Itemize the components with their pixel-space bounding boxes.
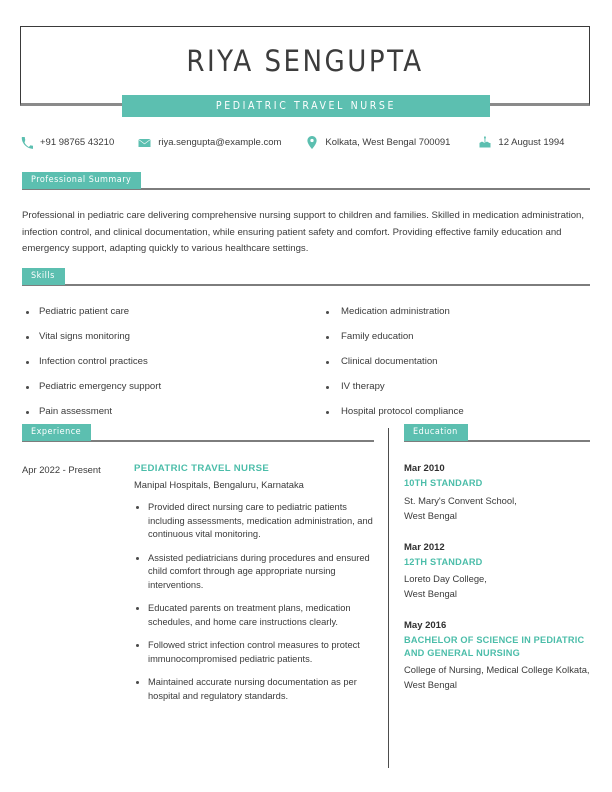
list-item: Pediatric emergency support (22, 381, 306, 393)
job-tagline-bar (122, 95, 490, 117)
list-item: Educated parents on treatment plans, medication schedules, and home care instructions clearly. (134, 602, 374, 629)
experience-entry (22, 462, 374, 713)
page-title: RIYA SENGUPTA (186, 44, 424, 78)
list-item: Assisted pediatricians during procedures and ensured child comfort through age appropriate nursing interventions. (134, 552, 374, 593)
education-school: Loreto Day College, (404, 573, 487, 584)
section-skills (22, 268, 590, 431)
contact-location-value: Kolkata, West Bengal 700091 (325, 137, 451, 148)
contact-row (20, 136, 592, 149)
list-item: Maintained accurate nursing documentation as per hospital and regulatory standards. (134, 676, 374, 703)
education-region: West Bengal (404, 679, 457, 690)
skills-list-left (22, 306, 306, 418)
education-entry (404, 462, 590, 523)
education-degree: 12TH STANDARD (404, 556, 483, 567)
list-item: Hospital protocol compliance (322, 406, 590, 418)
location-pin-icon (305, 136, 318, 149)
section-header-experience (22, 424, 374, 442)
job-tagline-text: PEDIATRIC TRAVEL NURSE (215, 100, 397, 112)
section-education (404, 424, 590, 692)
list-item: Pain assessment (22, 406, 306, 418)
education-school: College of Nursing, Medical College Kolkata, (404, 664, 590, 675)
list-item: IV therapy (322, 381, 590, 393)
section-experience (22, 424, 374, 713)
list-item: Followed strict infection control measures to protect immunocompromised pediatric patients. (134, 639, 374, 666)
skills-columns (22, 306, 590, 431)
contact-phone-value: +91 98765 43210 (40, 137, 115, 148)
education-region: West Bengal (404, 588, 457, 599)
phone-icon (20, 136, 33, 149)
list-item: Infection control practices (22, 356, 306, 368)
skills-list-right (322, 306, 590, 418)
section-header-skills (22, 268, 590, 286)
list-item: Family education (322, 331, 590, 343)
professional-summary-text: Professional in pediatric care delivering comprehensive nursing support to children and families. Skilled in medication administration, infection control, and clinical documentation, while ensuring patient safety and comfort. Providing effective family education and emergency support, adapting quickly to various healthcare settings. (22, 210, 585, 254)
list-item: Clinical documentation (322, 356, 590, 368)
envelope-icon (138, 136, 151, 149)
experience-bullet-list (134, 501, 374, 703)
section-title-experience: Experience (22, 424, 91, 441)
section-title-education: Education (404, 424, 468, 441)
section-professional-summary (22, 172, 590, 258)
education-degree: BACHELOR OF SCIENCE IN PEDIATRIC AND GENERAL NURSING (404, 635, 585, 658)
education-date: Mar 2010 (404, 463, 445, 474)
contact-email-value: riya.sengupta@example.com (158, 137, 282, 148)
skills-column-left (22, 306, 306, 431)
section-header-professional-summary (22, 172, 590, 190)
contact-birthdate-value: 12 August 1994 (498, 137, 565, 148)
experience-dates: Apr 2022 - Present (22, 464, 101, 475)
education-entry (404, 619, 590, 692)
skills-column-right (306, 306, 590, 431)
birthday-cake-icon (478, 136, 491, 149)
section-rule (22, 284, 590, 286)
contact-birthdate[interactable] (478, 136, 564, 149)
contact-email[interactable] (138, 136, 281, 149)
section-title-professional-summary: Professional Summary (22, 172, 141, 189)
education-entry (404, 541, 590, 602)
education-degree: 10TH STANDARD (404, 478, 483, 488)
section-title-skills: Skills (22, 268, 65, 285)
contact-location[interactable] (305, 136, 450, 149)
experience-company: Manipal Hospitals, Bengaluru, Karnataka (134, 479, 304, 490)
list-item: Pediatric patient care (22, 306, 306, 318)
education-school: St. Mary's Convent School, (404, 494, 517, 506)
list-item: Provided direct nursing care to pediatric patients including assessments, medication administration, and continuous vital monitoring. (134, 501, 374, 542)
list-item: Medication administration (322, 306, 590, 318)
experience-job-title: PEDIATRIC TRAVEL NURSE (134, 463, 270, 474)
experience-details (134, 462, 374, 713)
education-region: West Bengal (404, 509, 457, 521)
contact-phone[interactable] (20, 136, 114, 149)
section-header-education (404, 424, 590, 442)
column-divider (388, 428, 389, 768)
list-item: Vital signs monitoring (22, 331, 306, 343)
education-date: Mar 2012 (404, 541, 445, 553)
education-date: May 2016 (404, 620, 447, 631)
